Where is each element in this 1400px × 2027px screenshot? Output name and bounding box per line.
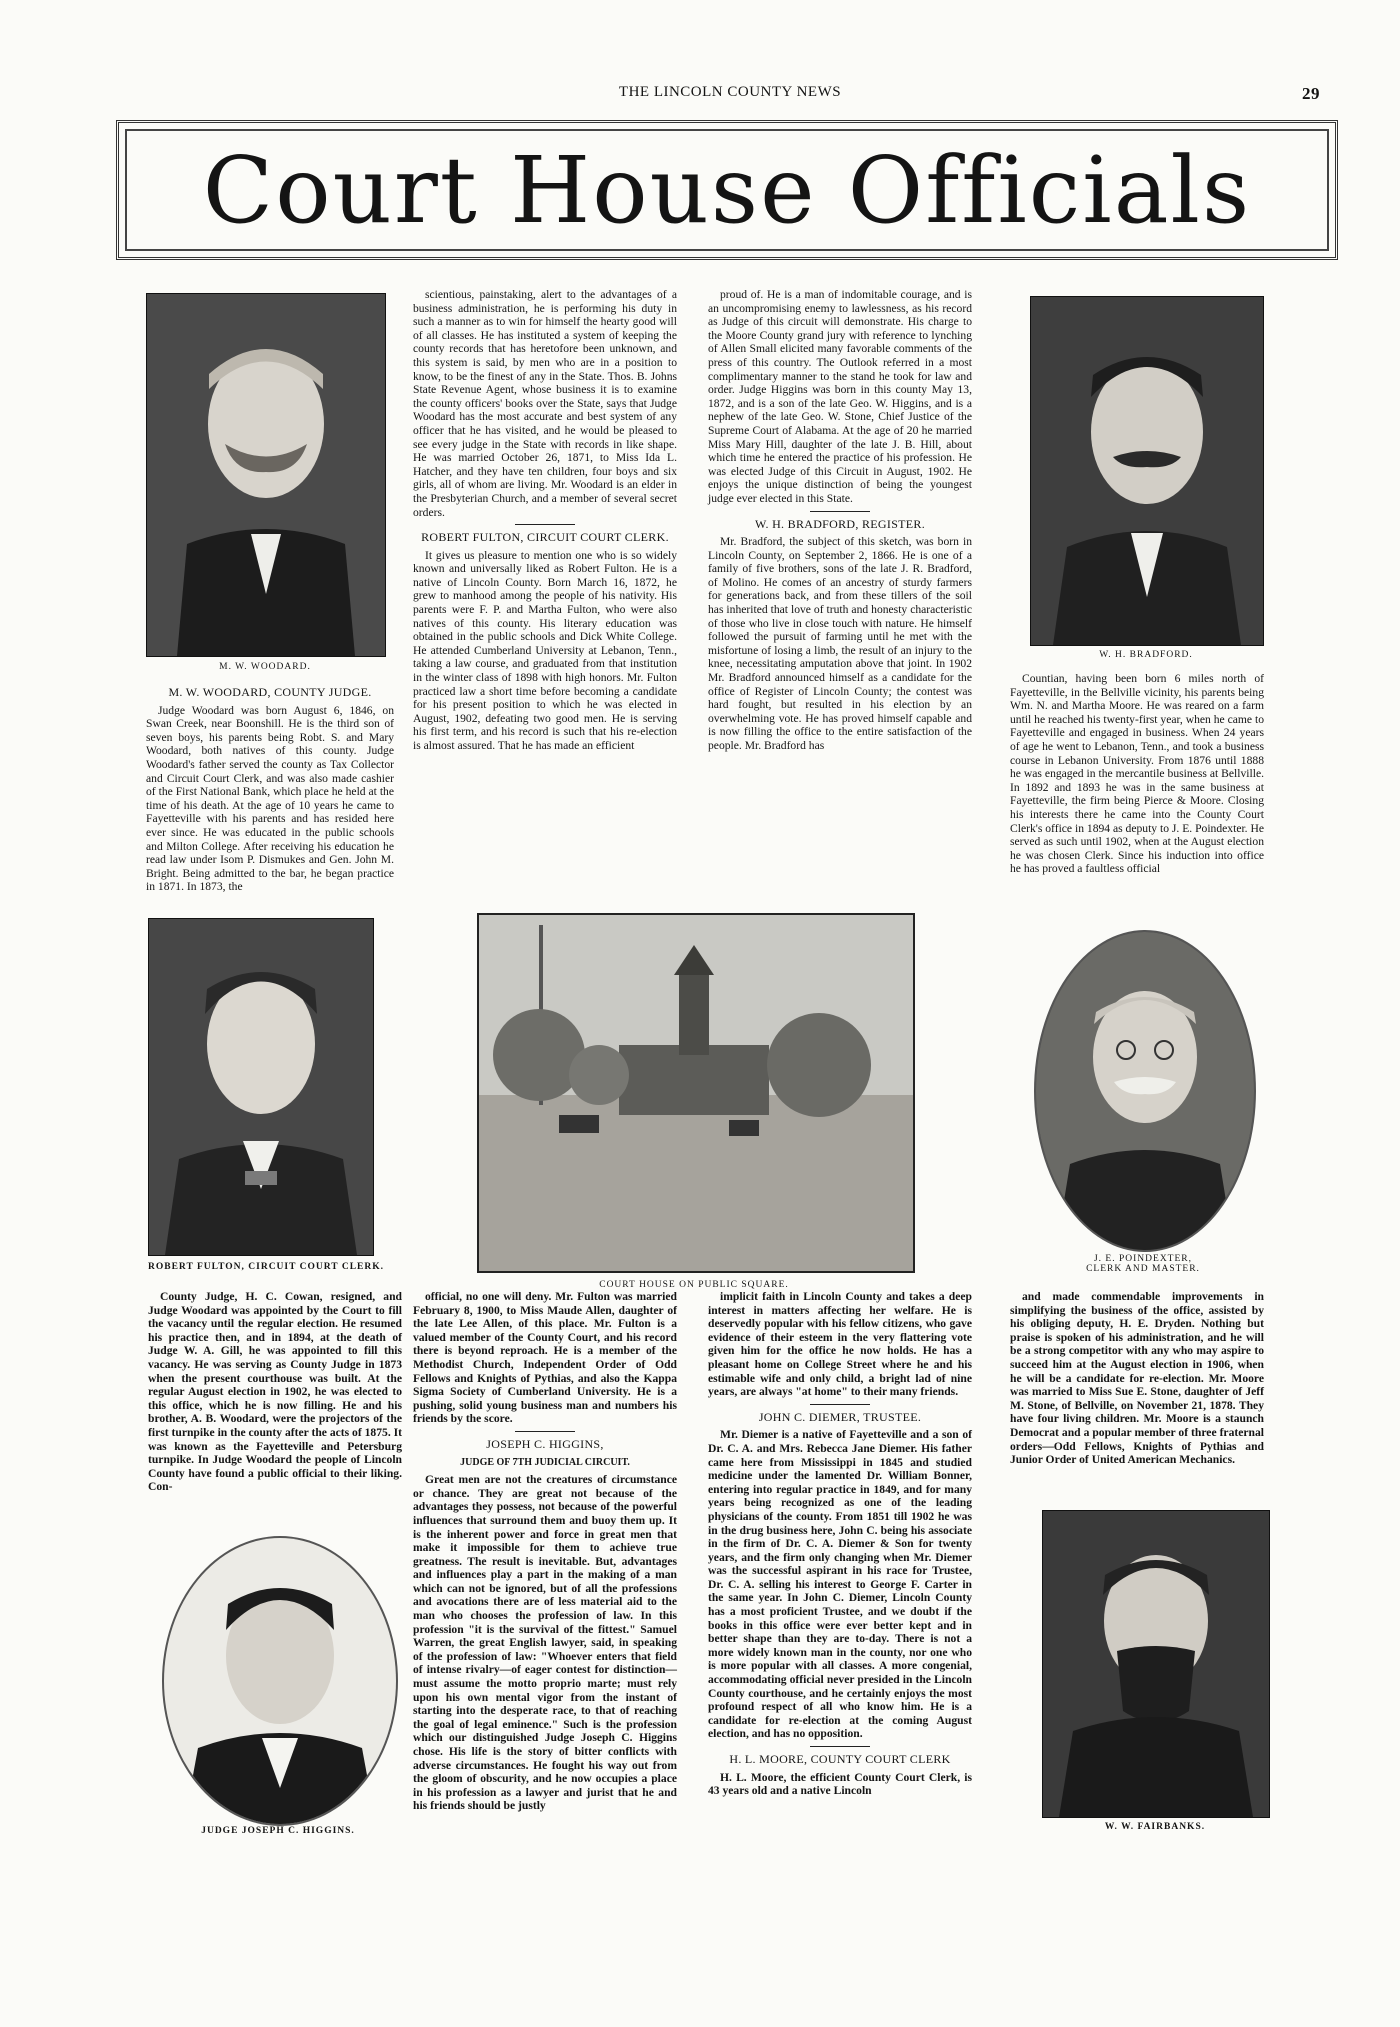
heading-diemer: JOHN C. DIEMER, TRUSTEE. bbox=[758, 1409, 922, 1424]
column-woodard-lower bbox=[148, 1290, 402, 1496]
caption-higgins: JUDGE JOSEPH C. HIGGINS. bbox=[201, 1826, 355, 1836]
caption-poindexter-name: J. E. POINDEXTER, bbox=[1093, 1254, 1192, 1264]
portrait-fulton-image bbox=[149, 919, 373, 1255]
running-head bbox=[140, 84, 1320, 106]
text-moore-intro: H. L. Moore, the efficient County Court Clerk, is 43 years old and a native Lincoln bbox=[708, 1770, 972, 1798]
caption-courthouse: COURT HOUSE ON PUBLIC SQUARE. bbox=[599, 1280, 789, 1290]
caption-bradford: W. H. BRADFORD. bbox=[1099, 650, 1193, 660]
text-bradford: Mr. Bradford, the subject of this sketch, was born in Lincoln County, on September 2, 1866. He is one of a family of five brothers, sons of the late J. R. Bradford, of Molino. He comes of an ancestry of sturdy farmers for generations back, and from these tillers of the soil has inherited that love of truth and honesty characteristic of those who live in close touch with nature. He himself followed the pursuit of farming until he met with the misfortune of losing a limb, the result of an injury to the knee, necessitating amputation above that joint. In 1902 Mr. Bradford announced himself as a candidate for the office of Register of Lincoln County; the contest was hard fought, but resulted in his election by an overwhelming vote. He has proved himself capable and is now filling the office to the entire satisfaction of the people. Mr. Bradford has bbox=[708, 535, 972, 752]
column-fulton bbox=[413, 288, 677, 755]
courthouse-image bbox=[479, 915, 913, 1271]
text-higgins: Great men are not the creatures of circumstance or chance. They are great not because of the advantages they possess, not because of the powerful influences that surround them and buoy them up. It is the inherent power and force in great men that make it impossible for them to achieve true greatness. The result is inevitable. But, advantages and influences play a part in the making of a man which can not be ignored, but of all the professions and avocations there are of less material aid to the man who chooses the profession of law. In this profession "it is the survival of the fittest." Samuel Warren, the great English lawyer, said, in speaking of the profession of law: "Whoever enters that field of intense rivalry—of eager contest for distinction—must assume the motto proprio marte; must rely upon his own mental vigor from the instant of starting into the desperate race, to that of reaching the goal of legal eminence." Such is the profession which our distinguished Judge Joseph C. Higgins chose. His life is the story of bitter conflicts with adverse circumstances. He fought his way out from the gloom of obscurity, and he now occupies a place in his profession as a lawyer and jurist that he and his friends should be justly bbox=[413, 1473, 677, 1813]
portrait-poindexter bbox=[1034, 930, 1256, 1252]
column-woodard bbox=[146, 680, 394, 896]
portrait-bradford-image bbox=[1031, 297, 1263, 645]
text-woodard: Judge Woodard was born August 6, 1846, on Swan Creek, near Boonshill. He is the third son of seven boys, his parents being Robt. S. and Mary Woodard, both natives of this county. Judge Woodard's father served the county as Tax Collector and Circuit Court Clerk, and was also made cashier of the First National Bank, which place he held at the time of his death. At the age of 10 years he came to Fayetteville with his parents and has resided here ever since. He was educated in the public schools and Milton College. After receiving his education he read law under Isom P. Dismukes and Gen. John M. Bright. Being admitted to the bar, he began practice in 1871. In 1873, the bbox=[146, 703, 394, 894]
caption-fairbanks: W. W. FAIRBANKS. bbox=[1104, 1822, 1206, 1832]
courthouse-photo bbox=[477, 913, 915, 1273]
column-diemer bbox=[708, 1290, 972, 1800]
heading-bradford: W. H. BRADFORD, REGISTER. bbox=[754, 516, 926, 531]
subheading-higgins: JUDGE OF 7TH JUDICIAL CIRCUIT. bbox=[460, 1456, 630, 1468]
text-fulton-lower: official, no one will deny. Mr. Fulton was married February 8, 1900, to Miss Maude Allen, daughter of the late Lee Allen, of this place. Mr. Fulton is a valued member of the County Court, and his record there is beyond reproach. He is a member of the Methodist Church, Independent Order of Odd Fellows and Knights of Pythias, and also the Kappa Sigma Society of Cumberland University. He is a pushing, solid young business man and numbers his friends by the score. bbox=[413, 1290, 677, 1426]
portrait-poindexter-image bbox=[1036, 932, 1254, 1250]
text-moore-lower: and made commendable improvements in simplifying the business of the office, assisted by his obliging deputy, H. E. Dryden. Nothing but praise is spoken of his administration, and he will be a strong competitor with any who may aspire to succeed him at the August election in 1906, when he will be a candidate for re-election. Mr. Moore was married to Miss Sue E. Stone, daughter of Jeff M. Stone, of Bellville, on November 21, 1878. They have four living children. Mr. Moore is a staunch Democrat and a popular member of three fraternal orders—Odd Fellows, Knights of Pythias and Junior Order of United American Mechanics. bbox=[1010, 1290, 1264, 1467]
portrait-woodard bbox=[146, 293, 386, 657]
portrait-fairbanks bbox=[1042, 1510, 1270, 1818]
portrait-fulton bbox=[148, 918, 374, 1256]
text-higgins-cont: proud of. He is a man of indomitable courage, and is an uncompromising enemy to lawlessness, as his record as Judge of this circuit will demonstrate. His charge to the Moore County grand jury with reference to lynching of Allen Small elicited many favorable comments of the press of this country. The Outlook referred in a most complimentary manner to the stand he took for law and order. Judge Higgins was born in this county May 13, 1872, and is a son of the late Geo. W. Higgins, and is a nephew of the late Geo. W. Stone, Chief Justice of the Supreme Court of Alabama. At the age of 20 he married Miss Mary Hill, daughter of the late J. B. Hill, about which time he entered the practice of his profession. He was elected Judge of this Circuit in August, 1902. He enjoys the unique distinction of being the youngest judge ever elected in this State. bbox=[708, 288, 972, 505]
portrait-higgins bbox=[162, 1536, 398, 1826]
divider bbox=[810, 511, 870, 512]
portrait-bradford bbox=[1030, 296, 1264, 646]
title-banner bbox=[116, 120, 1338, 260]
caption-poindexter-title: CLERK AND MASTER. bbox=[1086, 1264, 1200, 1274]
portrait-fairbanks-image bbox=[1043, 1511, 1269, 1817]
text-diemer: Mr. Diemer is a native of Fayetteville and a son of Dr. C. A. and Mrs. Rebecca Jane Diemer. His father came here from Mississippi in 1845 and studied medicine under the lamented Dr. William Bonner, entering into regular practice in 1849, and for many years being recognized as one of the leading physicians of the county. From 1851 till 1902 he was in the drug business here, John C. being his associate in the firm of Dr. C. A. Diemer & Son for twenty years, and the firm only changing when Mr. Diemer was the successful aspirant in his race for Trustee, Dr. C. A. selling his interest to George F. Carter in the same year. In John C. Diemer, Lincoln County has a most proficient Trustee, and we doubt if the books in this office were ever better kept and in better shape than they are to-day. There is not a more widely known man in the county, nor one who is more popular with all classes. A more congenial, accommodating official never presided in the Lincoln County courthouse, and he certainly enjoys the most profound respect of all who know him. He is a candidate for re-election at the coming August election, and has no opposition. bbox=[708, 1428, 972, 1741]
column-bradford bbox=[708, 288, 972, 755]
page-title: Court House Officials bbox=[202, 136, 1252, 244]
divider bbox=[810, 1746, 870, 1747]
divider bbox=[515, 1431, 575, 1432]
portrait-higgins-image bbox=[164, 1538, 396, 1824]
divider bbox=[515, 524, 575, 525]
page-number: 29 bbox=[1302, 84, 1320, 103]
heading-higgins: JOSEPH C. HIGGINS, bbox=[486, 1436, 604, 1451]
heading-woodard: M. W. WOODARD, COUNTY JUDGE. bbox=[168, 685, 372, 699]
column-moore-lower bbox=[1010, 1290, 1264, 1469]
heading-fulton: ROBERT FULTON, CIRCUIT COURT CLERK. bbox=[421, 530, 669, 545]
column-higgins bbox=[413, 1290, 677, 1815]
text-woodard-lower: County Judge, H. C. Cowan, resigned, and Judge Woodard was appointed by the Court to fill the vacancy until the regular election. He resumed his practice then, and in 1894, at the death of Judge W. A. Gill, he was appointed to fill this vacancy. He was serving as County Judge in 1873 when the present courthouse was built. At the regular August election in 1902, he was elected to this office, which he is now filling. He and his brother, A. B. Woodard, were the projectors of the first turnpike in the county after the acts of 1875. It was known as the Fayetteville and Petersburg turnpike. In Judge Woodard the people of Lincoln County have found a public official to their liking. Con- bbox=[148, 1290, 402, 1494]
caption-poindexter bbox=[1034, 1254, 1252, 1274]
heading-moore: H. L. MOORE, COUNTY COURT CLERK bbox=[729, 1752, 951, 1766]
text-bradford-lower: implicit faith in Lincoln County and takes a deep interest in matters affecting her welfare. He is deservedly popular with his fellow citizens, who gave evidence of their esteem in the very flattering vote given him for the office he now holds. He has a pleasant home on College Street where he and his estimable wife and only child, a bright lad of nine years, are always "at home" to their many friends. bbox=[708, 1290, 972, 1399]
divider bbox=[810, 1404, 870, 1405]
text-moore: Countian, having been born 6 miles north of Fayetteville, in the Bellville vicinity, his parents being Wm. N. and Martha Moore. He was reared on a farm until he reached his twenty-first year, when he came to Fayetteville and engaged in business. When 24 years of age he went to Lebanon, Tenn., and took a business course in Lebanon University. From 1876 until 1888 he was engaged in the mercantile business at Bellville. In 1892 and 1893 he was in the same business at Fayetteville, the firm being Pierce & Moore. Closing his interests there he came into the County Court Clerk's office in 1894 as deputy to J. E. Poindexter. He served as such until 1902, when at the August election he was chosen Clerk. Since his induction into office he has proved a faultless official bbox=[1010, 672, 1264, 876]
text-fulton: It gives us pleasure to mention one who is so widely known and universally liked as Robert Fulton. He is a native of Lincoln County. Born March 16, 1872, he grew to manhood among the people of his nativity. His parents were F. P. and Martha Fulton, who were also natives of this county. His literary education was obtained in the public schools and Dick White College. He attended Cumberland University at Lebanon, Tenn., taking a law course, and graduated from that institution in the winter class of 1898 with high honors. Mr. Fulton practiced law a short time before becoming a candidate for his present position to which he was elected in August, 1902, defeating two good men. He is serving his first term, and his record is such that his re-election is almost assured. That he has made an efficient bbox=[413, 548, 677, 752]
column-moore bbox=[1010, 672, 1264, 878]
portrait-woodard-image bbox=[147, 294, 385, 656]
text-woodard-cont: scientious, painstaking, alert to the advantages of a business administration, he is performing his duty in such a manner as to win for himself the hearty good will of all classes. He has instituted a system of keeping the county records that has heretofore been unknown, and this system is said, by men who are in a position to know, to be the finest of any in the State. Thos. B. Johns State Revenue Agent, whose business it is to examine the county officers' books over the State, says that Judge Woodard has the most accurate and best system of any officer that he has visited, and he would be pleased to see every judge in the State with records in like shape. He was married October 26, 1871, to Miss Ida L. Hatcher, and they have ten children, four boys and six girls, all of whom are living. Mr. Woodard is an elder in the Presbyterian Church, and a member of several secret orders. bbox=[413, 288, 677, 519]
caption-woodard: M. W. WOODARD. bbox=[219, 662, 311, 672]
caption-fulton: ROBERT FULTON, CIRCUIT COURT CLERK. bbox=[148, 1262, 384, 1272]
newspaper-title: THE LINCOLN COUNTY NEWS bbox=[618, 84, 842, 100]
